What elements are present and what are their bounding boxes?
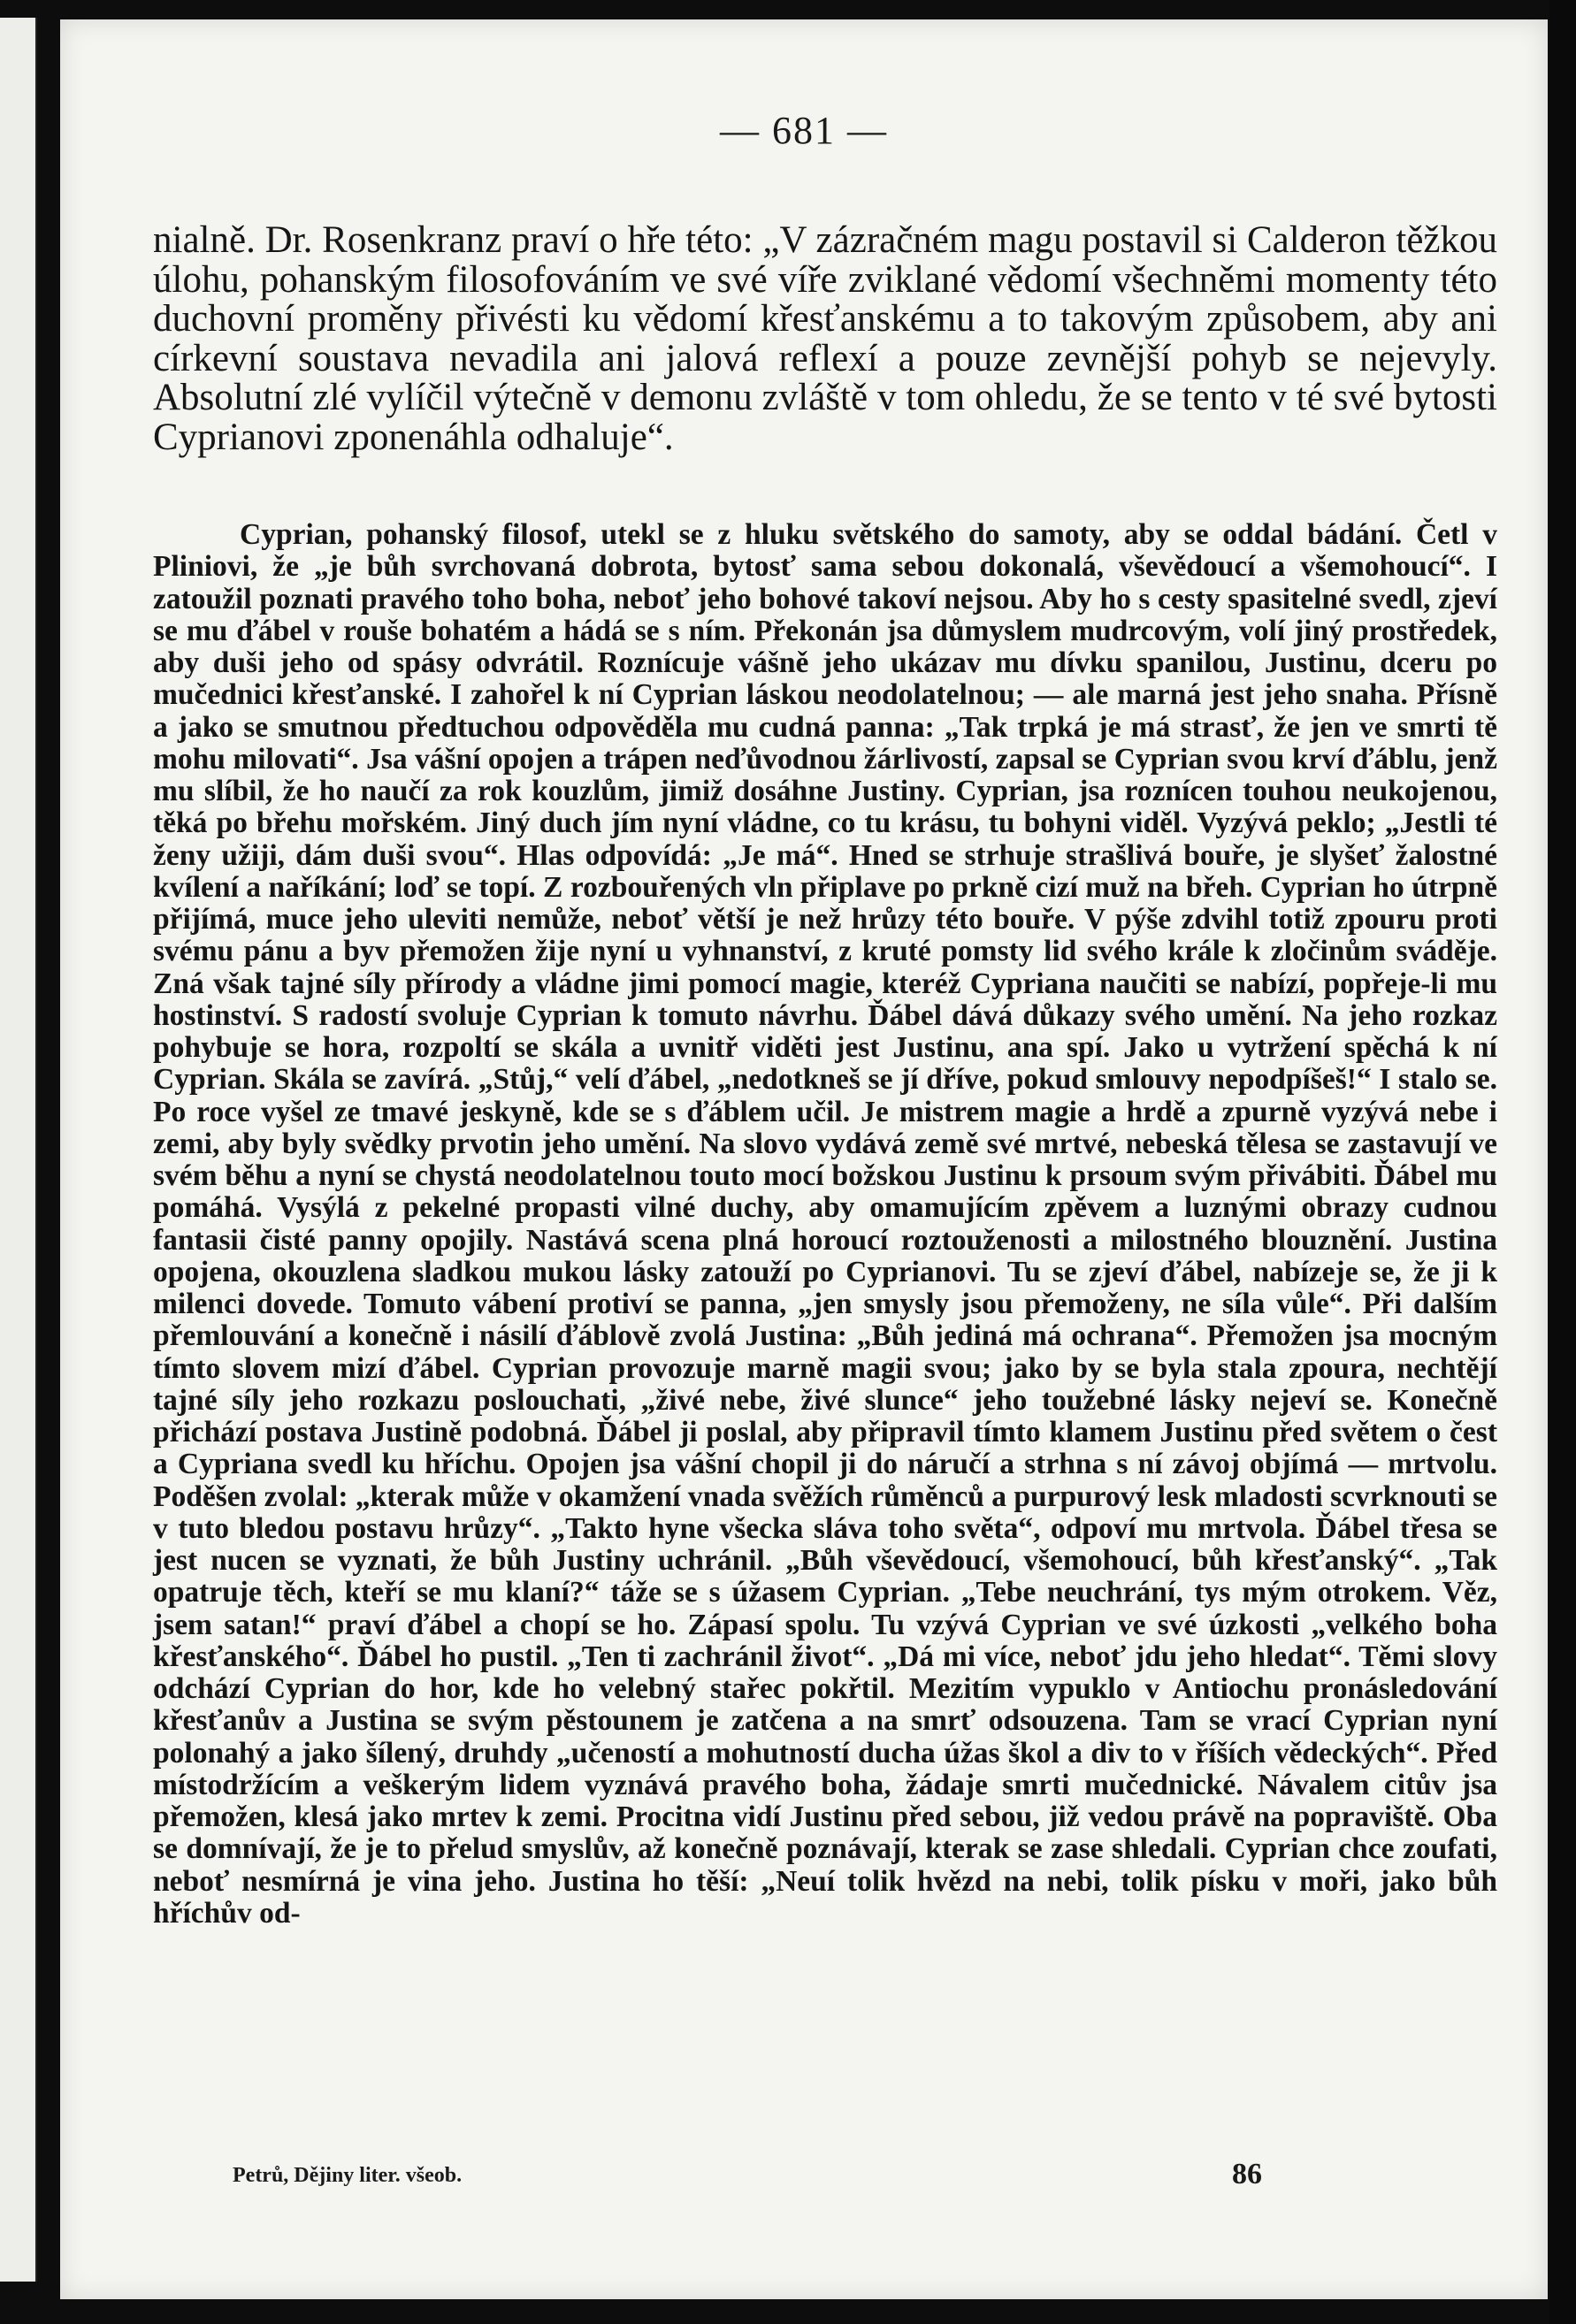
body-paragraph	[153, 519, 1497, 1930]
footer-sheet-number: 86	[1232, 2158, 1262, 2190]
scan-border	[1549, 0, 1576, 2324]
body-paragraph-text: Cyprian, pohanský filosof, utekl se z hluku světského do samoty, aby se oddal bádání. Četl v Pliniovi, že „je bůh svrchovaná dobrota, bytosť sama sebou dokonalá, vševědoucí a všemohoucí“. I zatoužil poznati pravého toho boha, neboť jeho bohové takoví nejsou. Aby ho s cesty spasitelné svedl, zjeví se mu ďábel v rouše bohatém a hádá se s ním. Překonán jsa důmyslem mudrcovým, volí jiný prostředek, aby duši jeho od spásy odvrátil. Roznícuje vášně jeho ukázav mu dívku spanilou, Justinu, dceru po mučednici křesťanské. I zahořel k ní Cyprian láskou neodolatelnou; — ale marná jest jeho snaha. Přísně a jako se smutnou předtuchou odpověděla mu cudná panna: „Tak trpká je má strasť, že jen ve smrti tě mohu milovati“. Jsa vášní opojen a trápen neďůvodnou žárlivostí, zapsal se Cyprian svou krví ďáblu, jenž mu slíbil, že ho naučí za rok kouzlům, jimiž dosáhne Justiny. Cyprian, jsa roznícen touhou neukojenou, těká po břehu mořském. Jiný duch jím nyní vládne, co tu krásu, tu bohyni viděl. Vyzývá peklo; „Jestli té ženy užiji, dám duši svou“. Hlas odpovídá: „Je má“. Hned se strhuje strašlivá bouře, je slyšeť žalostné kvílení a naříkání; loď se topí. Z rozbouřených vln připlave po prkně cizí muž na břeh. Cyprian ho útrpně přijímá, muce jeho uleviti nemůže, neboť větší je než hrůzy této bouře. V pýše zdvihl totiž zpouru proti svému pánu a byv přemožen žije nyní u vyhnanství, z kruté pomsty lid svého krále k zločinům sváděje. Zná však tajné síly přírody a vládne jimi pomocí magie, kteréž Cypriana naučiti se nabízí, popřeje-li mu hostinství. S radostí svoluje Cyprian k tomuto návrhu. Ďábel dává důkazy svého umění. Na jeho rozkaz pohybuje se hora, rozpoltí se skála a uvnitř viděti jest Justinu, ana spí. Jako u vytržení spěchá k ní Cyprian. Skála se zavírá. „Stůj,“ velí ďábel, „nedotkneš se jí dříve, pokud smlouvy nepodpíšeš!“ I stalo se. Po roce vyšel ze tmavé jeskyně, kde se s ďáblem učil. Je mistrem magie a hrdě a zpurně vyzývá nebe i zemi, aby byly svědky prvotin jeho umění. Na slovo vydává země své mrtvé, nebeská tělesa se zastavují ve svém běhu a nyní se chystá neodolatelnou touto mocí božskou Justinu k prsoum svým přivábiti. Ďábel mu pomáhá. Vysýlá z pekelné propasti vilné duchy, aby omamujícím zpěvem a luznými obrazy cudnou fantasii čisté panny opojily. Nastává scena plná horoucí roztouženosti a milostného blouznění. Justina opojena, okouzlena sladkou mukou lásky zatouží po Cyprianovi. Tu se zjeví ďábel, nabízeje se, že ji k milenci dovede. Tomuto vábení protiví se panna, „jen smysly jsou přemoženy, ne síla vůle“. Při dalším přemlouvání a konečně i násilí ďáblově zvolá Justina: „Bůh jediná má ochrana“. Přemožen jsa mocným tímto slovem mizí ďábel. Cyprian provozuje marně magii svou; jako by se byla stala zpoura, nechtějí tajné síly jeho rozkazu poslouchati, „živé nebe, živé slunce“ jeho toužebné lásky nejeví se. Konečně přichází postava Justině podobná. Ďábel ji poslal, aby připravil tímto klamem Justinu před světem o čest a Cypriana svedl ku hříchu. Opojen jsa vášní chopil ji do náručí a strhna s ní závoj objímá — mrtvolu. Poděšen zvolal: „kterak může v okamžení vnada svěžích růměnců a purpurový lesk mladosti scvrknouti se v tuto bledou postavu hrůzy“. „Takto hyne všecka sláva toho světa“, odpoví mu mrtvola. Ďábel třesa se jest nucen se vyznati, že bůh Justiny uchránil. „Bůh vševědoucí, všemohoucí, bůh křesťanský“. „Tak opatruje těch, kteří se mu klaní?“ táže se s úžasem Cyprian. „Tebe neuchrání, tys mým otrokem. Věz, jsem satan!“ praví ďábel a chopí se ho. Zápasí spolu. Tu vzývá Cyprian ve své úzkosti „velkého boha křesťanského“. Ďábel ho pustil. „Ten ti zachránil život“. „Dá mi více, neboť jdu jeho hledat“. Těmi slovy odchází Cyprian do hor, kde ho velebný stařec pokřtil. Mezitím vypuklo v Antiochu pronásledování křesťanův a Justina se svým pěstounem je zatčena a na smrť odsouzena. Tam se vrací Cyprian nyní polonahý a jako šílený, druhdy „učeností a mohutností ducha úžas škol a div to v říších vědeckých“. Před místodržícím a veškerým lidem vyznává pravého boha, žádaje smrti mučednické. Návalem citův jsa přemožen, klesá jako mrtev k zemi. Procitna vidí Justinu před sebou, již vedou právě na popraviště. Oba se domnívají, že je to přelud smyslův, až konečně poznávají, kterak se zase shledali. Cyprian chce zoufati, neboť nesmírná je vina jeho. Justina ho těší: „Neuí tolik hvězd na nebi, tolik písku v moři, jako bůh hříchův od-	[153, 518, 1497, 1930]
book-page	[60, 19, 1548, 2299]
adjacent-page-edge	[0, 18, 37, 2282]
lead-paragraph	[153, 221, 1497, 458]
page-number: — 681 —	[720, 109, 888, 152]
lead-paragraph-text: nialně. Dr. Rosenkranz praví o hře této: „V zázračném magu postavil si Calderon těžkou úlohu, pohanským filosofováním ve své víře zviklané vědomí všechněmi momenty této duchovní proměny přivésti ku vědomí křesťanskému a to takovým způsobem, aby ani církevní soustava nevadila ani jalová reflexí a pouze zevnější pohyb se nejevyly. Absolutní zlé vylíčil výtečně v demonu zvláště v tom ohledu, že se tento v té své bytosti Cyprianovi zponenáhla odhaluje“.	[153, 219, 1497, 458]
footer-signature: Petrů, Dějiny liter. všeob.	[233, 2164, 463, 2187]
